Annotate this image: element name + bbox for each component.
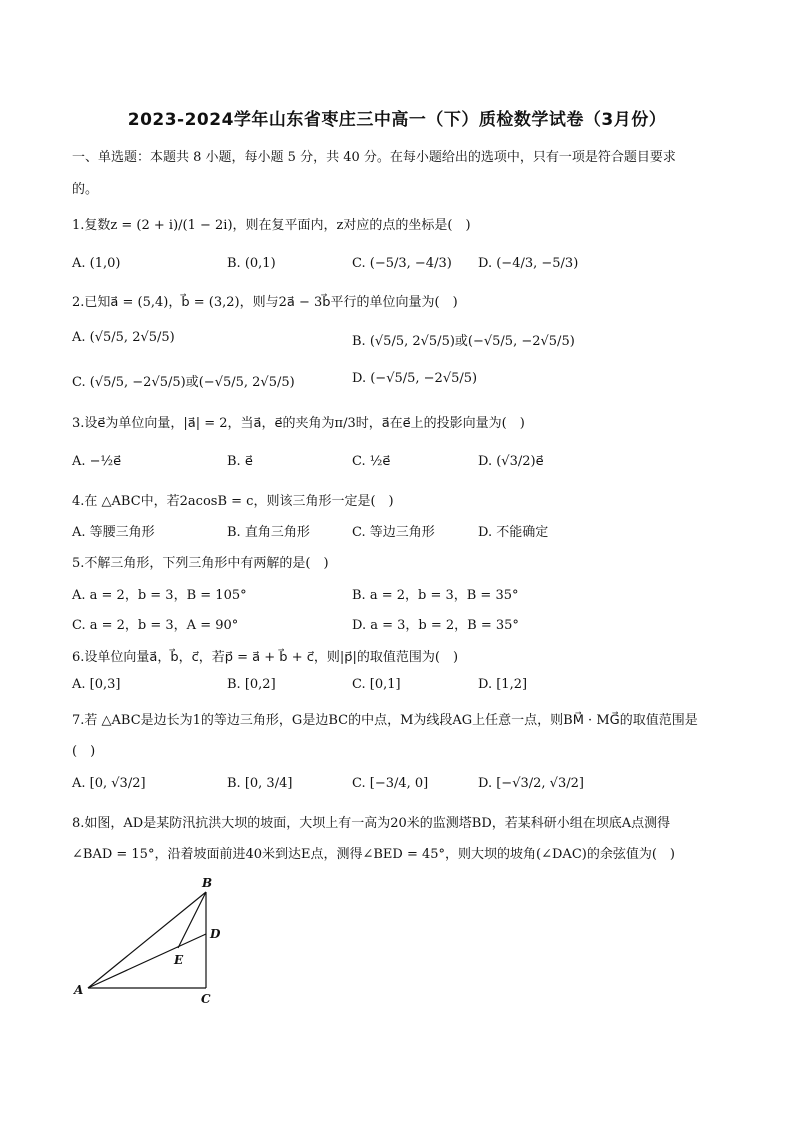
question-number: 5. xyxy=(72,556,85,571)
label-e: E xyxy=(174,953,184,967)
question-number: 2. xyxy=(72,295,85,310)
option-b: B. (0,1) xyxy=(227,256,276,271)
question-8-cont: ∠BAD = 15°，沿着坡面前进40米到达E点，测得∠BED = 45°，则大坝的坡角(∠DAC)的余弦值为( ) xyxy=(72,847,675,862)
option-c: C. (√5/5, −2√5/5)或(−√5/5, 2√5/5) xyxy=(72,375,295,390)
option-d: D. 不能确定 xyxy=(478,525,549,540)
section-heading-cont: 的。 xyxy=(72,182,99,197)
option-a: A. (1,0) xyxy=(72,256,121,271)
question-7 xyxy=(72,709,698,728)
question-3 xyxy=(72,412,525,431)
segment-ab xyxy=(88,892,206,988)
option-a: A. a = 2，b = 3，B = 105° xyxy=(72,588,247,603)
question-8 xyxy=(72,812,670,831)
option-a: A. [0,3] xyxy=(72,677,121,692)
page-title: 2023-2024学年山东省枣庄三中高一（下）质检数学试卷（3月份） xyxy=(127,110,667,130)
question-7-cont: ( ) xyxy=(72,744,96,759)
option-c: C. (−5/3, −4/3) xyxy=(352,256,452,271)
option-d: D. (−√5/5, −2√5/5) xyxy=(352,371,478,386)
question-number: 4. xyxy=(72,494,85,509)
question-2 xyxy=(72,291,458,310)
option-c: C. 等边三角形 xyxy=(352,525,435,540)
option-c: C. [−3/4, 0] xyxy=(352,776,429,791)
question-number: 3. xyxy=(72,416,85,431)
label-c: C xyxy=(201,992,211,1006)
option-b: B. 直角三角形 xyxy=(227,525,310,540)
question-stem: 在 △ABC中，若2acosB = c，则该三角形一定是( ) xyxy=(84,494,394,509)
question-number: 7. xyxy=(72,713,85,728)
option-b: B. [0,2] xyxy=(227,677,276,692)
segment-be xyxy=(178,892,206,948)
label-b: B xyxy=(202,876,213,890)
question-stem: 不解三角形，下列三角形中有两解的是( ) xyxy=(84,556,329,571)
question-stem: 复数z = (2 + i)/(1 − 2i)，则在复平面内，z对应的点的坐标是( ) xyxy=(84,218,471,233)
option-d: D. a = 3，b = 2，B = 35° xyxy=(352,618,519,633)
question-stem: 若 △ABC是边长为1的等边三角形，G是边BC的中点，M为线段AG上任意一点，则BM⃗ · MG⃗的取值范围是 xyxy=(84,713,698,728)
option-c: C. [0,1] xyxy=(352,677,401,692)
segment-ad xyxy=(88,934,206,988)
option-b: B. e⃗ xyxy=(227,454,253,469)
question-stem: 设单位向量a⃗，b⃗，c⃗，若p⃗ = a⃗ + b⃗ + c⃗，则|p⃗|的取值范围为( ) xyxy=(84,650,459,665)
option-a: A. −½e⃗ xyxy=(72,454,122,469)
dam-figure xyxy=(72,872,232,1007)
option-d: D. (√3/2)e⃗ xyxy=(478,454,544,469)
option-a: A. 等腰三角形 xyxy=(72,525,155,540)
section-heading: 一、单选题：本题共 8 小题，每小题 5 分，共 40 分。在每小题给出的选项中，只有一项是符合题目要求 xyxy=(72,150,676,165)
label-a: A xyxy=(74,983,84,997)
option-b: B. (√5/5, 2√5/5)或(−√5/5, −2√5/5) xyxy=(352,334,575,349)
question-stem: 设e⃗为单位向量，|a⃗| = 2，当a⃗，e⃗的夹角为π/3时，a⃗在e⃗上的投影向量为( ) xyxy=(84,416,525,431)
option-c: C. a = 2，b = 3，A = 90° xyxy=(72,618,239,633)
question-5 xyxy=(72,552,329,571)
question-4 xyxy=(72,490,394,509)
label-d: D xyxy=(210,927,221,941)
option-d: D. (−4/3, −5/3) xyxy=(478,256,579,271)
option-c: C. ½e⃗ xyxy=(352,454,391,469)
question-stem: 如图，AD是某防汛抗洪大坝的坡面，大坝上有一高为20米的监测塔BD，若某科研小组在坝底A点测得 xyxy=(84,816,671,831)
option-d: D. [−√3/2, √3/2] xyxy=(478,776,584,791)
question-number: 6. xyxy=(72,650,85,665)
option-b: B. a = 2，b = 3，B = 35° xyxy=(352,588,519,603)
question-6 xyxy=(72,646,458,665)
option-a: A. [0, √3/2] xyxy=(72,776,146,791)
option-b: B. [0, 3/4] xyxy=(227,776,293,791)
question-number: 1. xyxy=(72,218,85,233)
question-stem: 已知a⃗ = (5,4)，b⃗ = (3,2)，则与2a⃗ − 3b⃗平行的单位向量为( ) xyxy=(84,295,458,310)
option-a: A. (√5/5, 2√5/5) xyxy=(72,330,175,345)
question-1 xyxy=(72,214,471,233)
question-number: 8. xyxy=(72,816,85,831)
option-d: D. [1,2] xyxy=(478,677,528,692)
